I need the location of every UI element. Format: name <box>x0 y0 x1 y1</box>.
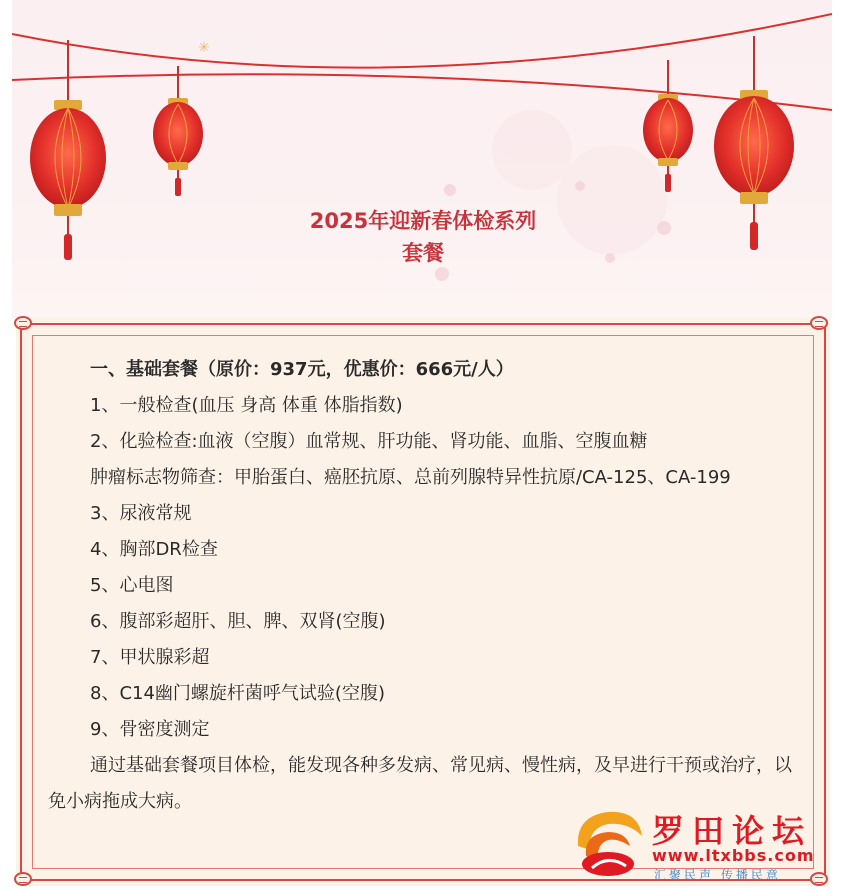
page-subtitle: 套餐 <box>402 241 444 265</box>
corner-ornament-icon <box>810 316 828 330</box>
package-content <box>48 352 808 820</box>
forum-url: www.ltxbbs.com <box>652 846 815 865</box>
package-item: 肿瘤标志物筛查：甲胎蛋白、癌胚抗原、总前列腺特异性抗原/CA-125、CA-199 <box>90 467 731 488</box>
package-item: 7、甲状腺彩超 <box>90 647 210 668</box>
forum-slogan: 汇聚民声 传播民意 <box>654 868 781 882</box>
package-item: 2、化验检查:血液（空腹）血常规、肝功能、肾功能、血脂、空腹血糖 <box>90 431 648 452</box>
package-item: 4、胸部DR检查 <box>90 539 218 560</box>
package-summary: 通过基础套餐项目体检，能发现各种多发病、常见病、慢性病，及早进行干预或治疗，以免小病拖成大病。 <box>48 755 792 812</box>
package-item: 3、尿液常规 <box>90 503 192 524</box>
package-heading: 一、基础套餐（原价：937元，优惠价：666元/人） <box>90 359 514 380</box>
forum-name: 罗田论坛 <box>652 812 813 850</box>
page-title: 2025年迎新春体检系列 <box>309 209 537 233</box>
sparkle-icon: ✳ <box>198 40 210 56</box>
header-banner <box>12 0 832 318</box>
phoenix-logo-icon <box>568 806 648 880</box>
forum-watermark <box>560 800 832 886</box>
package-item: 8、C14幽门螺旋杆菌呼气试验(空腹) <box>90 683 385 704</box>
corner-ornament-icon <box>14 316 32 330</box>
lantern-decoration <box>12 0 832 318</box>
package-item: 1、一般检查(血压 身高 体重 体脂指数) <box>90 395 403 416</box>
package-item: 5、心电图 <box>90 575 174 596</box>
lantern-icon <box>153 66 203 196</box>
package-item: 9、骨密度测定 <box>90 719 210 740</box>
package-item: 6、腹部彩超肝、胆、脾、双肾(空腹) <box>90 611 386 632</box>
corner-ornament-icon <box>14 872 32 886</box>
